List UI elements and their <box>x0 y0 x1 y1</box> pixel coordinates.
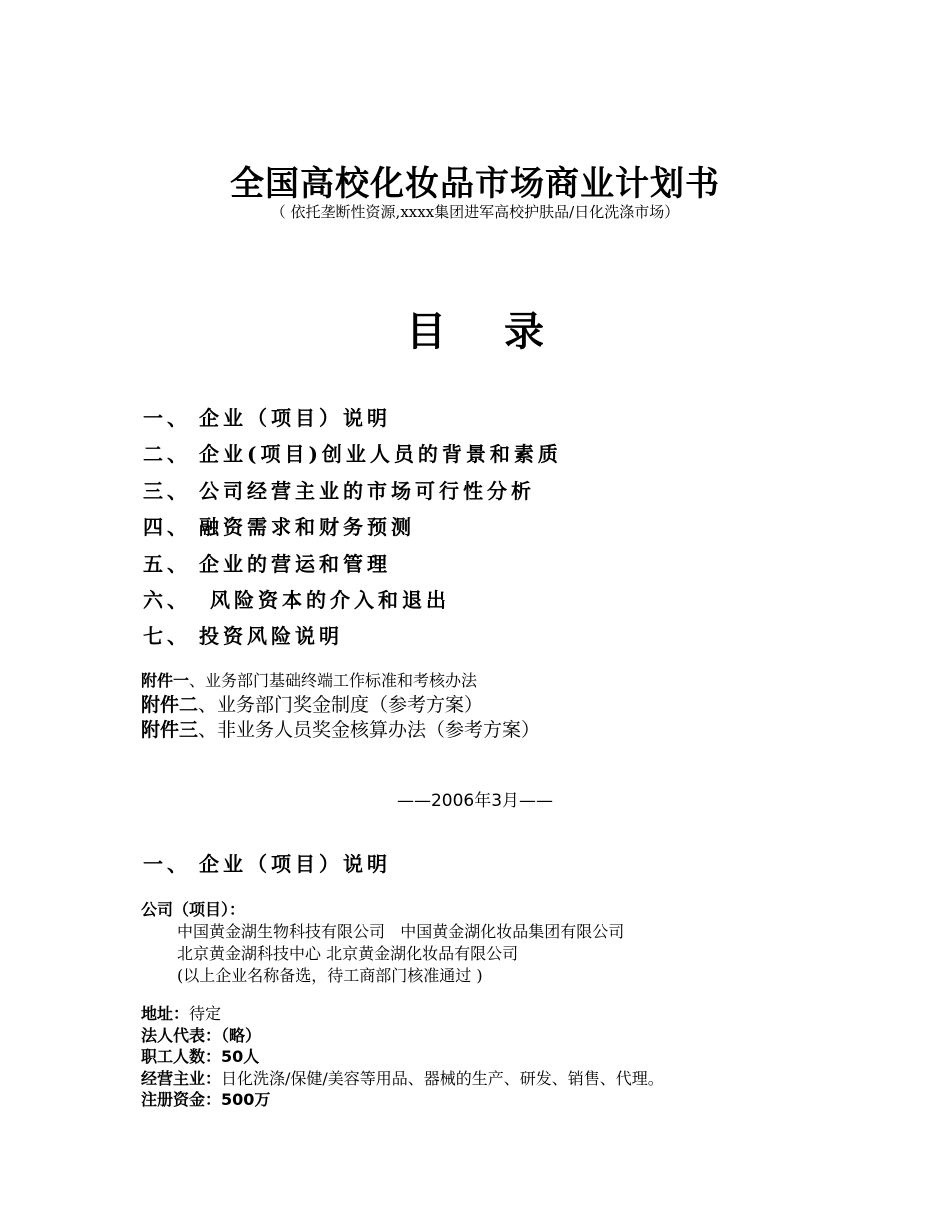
toc-item-number: 三、 <box>143 478 191 503</box>
toc-item[interactable] <box>143 404 562 440</box>
toc-item-label: 投资风险说明 <box>199 624 343 649</box>
capital-label: 注册资金： <box>141 1090 222 1110</box>
toc-title-part1: 目 <box>406 308 446 355</box>
staff-label: 职工人数： <box>141 1047 222 1067</box>
company-note: (以上企业名称备选，待工商部门核准通过 ) <box>177 966 483 985</box>
toc-item[interactable] <box>143 440 562 476</box>
annex-item[interactable] <box>141 668 540 693</box>
toc-item[interactable] <box>143 477 562 513</box>
annex-list <box>141 668 540 743</box>
toc-item-label: 融资需求和财务预测 <box>199 515 415 540</box>
annex-label: 附件三 <box>141 719 199 741</box>
toc-item-label: 公司经营主业的市场可行性分析 <box>199 478 535 503</box>
toc-title-part2: 录 <box>504 308 544 355</box>
toc-title <box>0 300 950 357</box>
annex-item[interactable] <box>141 718 540 743</box>
company-info <box>141 1003 664 1111</box>
annex-label: 附件二 <box>141 694 199 716</box>
toc-item[interactable] <box>143 550 562 586</box>
toc-item-number: 六、 <box>143 587 191 612</box>
legal-rep-label: 法人代表：（略） <box>141 1025 262 1045</box>
toc-item-number: 四、 <box>143 515 191 540</box>
address-row <box>141 1003 664 1025</box>
staff-value: 50人 <box>221 1047 260 1067</box>
company-block <box>141 899 624 987</box>
toc-item[interactable] <box>143 586 562 622</box>
capital-row <box>141 1089 664 1111</box>
toc-item-label: 企业（项目）说明 <box>199 406 391 430</box>
business-label: 经营主业： <box>141 1068 222 1088</box>
toc-item[interactable] <box>143 622 562 658</box>
legal-rep-row <box>141 1025 664 1047</box>
capital-value: 500万 <box>221 1090 271 1110</box>
business-row <box>141 1068 664 1090</box>
toc-item-number: 一、 <box>143 406 191 430</box>
toc-item[interactable] <box>143 513 562 549</box>
section-number: 一、 <box>143 852 191 876</box>
annex-text: 、非业务人员奖金核算办法（参考方案） <box>198 719 541 741</box>
table-of-contents <box>143 404 562 659</box>
company-label: 公司（项目）： <box>141 900 246 919</box>
document-date: ——2006年3月—— <box>396 791 554 811</box>
toc-item-label: 风险资本的介入和退出 <box>199 587 450 612</box>
annex-text: 、业务部门基础终端工作标准和考核办法 <box>189 671 478 690</box>
staff-row <box>141 1046 664 1068</box>
section-heading <box>143 848 391 877</box>
toc-item-label: 企业(项目)创业人员的背景和素质 <box>199 442 562 467</box>
toc-item-label: 企业的营运和管理 <box>199 551 391 576</box>
annex-label: 附件一 <box>141 671 190 690</box>
business-value: 日化洗涤/保健/美容等用品、器械的生产、研发、销售、代理。 <box>221 1068 664 1088</box>
company-name-line: 中国黄金湖生物科技有限公司 中国黄金湖化妆品集团有限公司 <box>177 922 625 941</box>
document-title: 全国高校化妆品市场商业计划书 <box>230 164 720 204</box>
address-value: 待定 <box>189 1004 222 1023</box>
toc-item-number: 七、 <box>143 624 191 649</box>
toc-item-number: 五、 <box>143 551 191 576</box>
company-name-line: 北京黄金湖科技中心 北京黄金湖化妆品有限公司 <box>177 944 519 963</box>
annex-text: 、业务部门奖金制度（参考方案） <box>198 694 484 716</box>
address-label: 地址： <box>141 1004 190 1023</box>
section-title: 企业（项目）说明 <box>199 852 391 876</box>
toc-item-number: 二、 <box>143 442 191 467</box>
annex-item[interactable] <box>141 693 540 718</box>
document-subtitle: （ 依托垄断性资源,xxxx集团进军高校护肤品/日化洗涤市场） <box>270 203 680 221</box>
